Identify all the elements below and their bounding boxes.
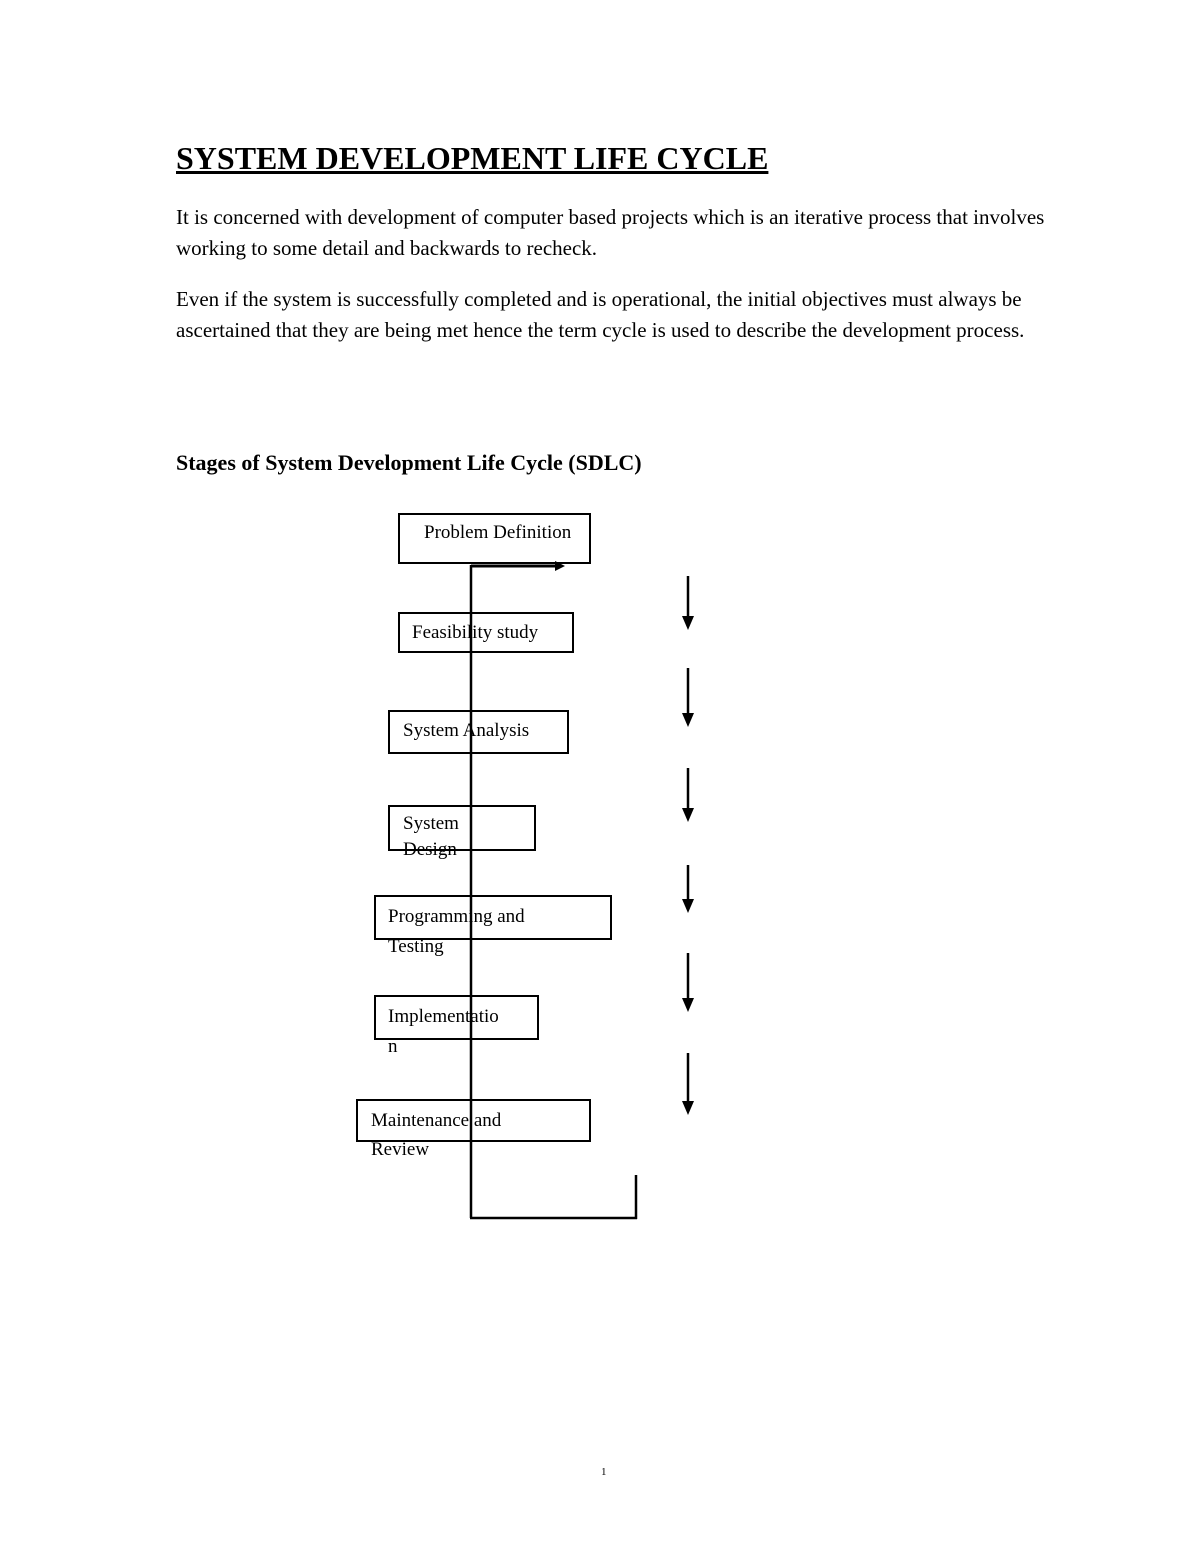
stage-label-programming-testing: Programming and Testing xyxy=(388,906,525,957)
down-arrow-6 xyxy=(682,1053,694,1115)
stage-label-system-design: System Design xyxy=(403,813,459,860)
section-heading: Stages of System Development Life Cycle (SDLC) xyxy=(176,450,642,475)
cycle-paragraph: Even if the system is successfully completed and is operational, the initial objectives must always be ascertained that they are being met hence the term cycle is used to describe the development process. xyxy=(176,287,1025,342)
page-number: 1 xyxy=(601,1466,607,1478)
down-arrow-1 xyxy=(682,576,694,630)
down-arrow-3 xyxy=(682,768,694,822)
down-arrow-4 xyxy=(682,865,694,913)
down-arrow-2 xyxy=(682,668,694,727)
stage-label-feasibility-study: Feasibility study xyxy=(412,622,539,643)
stage-label-implementation: Implementatio n xyxy=(388,1006,499,1057)
intro-paragraph: It is concerned with development of computer based projects which is an iterative process that involves working to some detail and backwards to recheck. xyxy=(176,205,1045,260)
stage-label-system-analysis: System Analysis xyxy=(403,720,530,741)
stage-label-maintenance-review: Maintenance and Review xyxy=(371,1110,502,1160)
down-arrow-5 xyxy=(682,953,694,1012)
page-title: SYSTEM DEVELOPMENT LIFE CYCLE xyxy=(176,140,769,176)
stage-label-problem-definition: Problem Definition xyxy=(424,522,572,543)
